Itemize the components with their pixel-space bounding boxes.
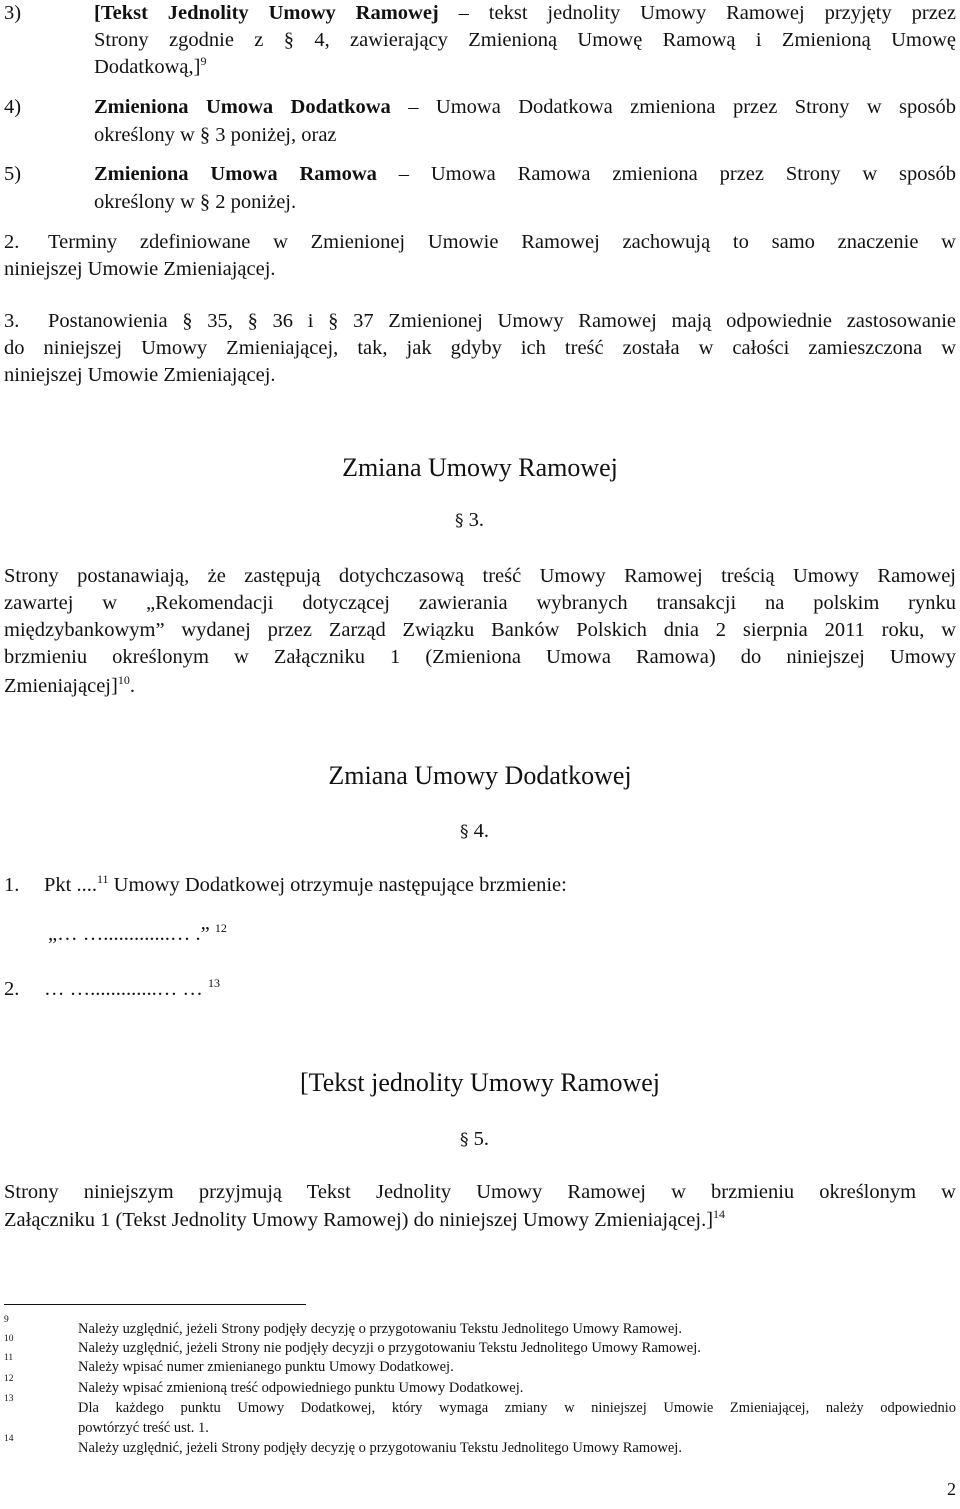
section-heading: [Tekst jednolity Umowy Ramowej [300, 1068, 660, 1097]
defined-term: Zmieniona Umowa Ramowa [94, 163, 377, 185]
paragraph-line: do niniejszej Umowy Zmieniającej, tak, jak gdyby ich treść została w całości zamieszczona w [4, 337, 956, 359]
list-item-line: Strony zgodnie z § 4, zawierający Zmienioną Umowę Ramową i Zmienioną Umowę [94, 29, 956, 51]
paragraph-2 [0, 229, 960, 289]
footnote-text: Należy wpisać zmienioną treść odpowiedniego punktu Umowy Dodatkowej. [78, 1380, 524, 1396]
list-item-4 [0, 94, 960, 154]
list-item-number: 4) [4, 96, 22, 118]
section-body-line: brzmieniu określonym w Załączniku 1 (Zmieniona Umowa Ramowa) do niniejszej Umowy [4, 646, 956, 668]
list-item-number: 5) [4, 163, 22, 185]
list-item-3 [0, 0, 960, 90]
footnote-text: Należy uzględnić, jeżeli Strony nie podjęły decyzji o przygotowaniu Tekstu Jednolitego Umowy Ramowej. [78, 1340, 701, 1356]
footnote-text: Należy uzględnić, jeżeli Strony podjęły decyzję o przygotowaniu Tekstu Jednolitego Umowy Ramowej. [78, 1440, 682, 1456]
paragraph-3 [0, 308, 960, 392]
section-body-line: Strony postanawiają, że zastępują dotychczasową treść Umowy Ramowej treścią Umowy Ramowej [4, 565, 956, 587]
section-sign-icon: § [460, 1130, 469, 1150]
section-sign-icon: § [455, 511, 464, 531]
section-sign-icon: § [460, 822, 469, 842]
section-body-line: Strony niniejszym przyjmują Tekst Jednolity Umowy Ramowej w brzmieniu określonym w [4, 1181, 956, 1203]
section-number: § 3. [455, 509, 484, 531]
footnote-text: Należy uzględnić, jeżeli Strony podjęły decyzję o przygotowaniu Tekstu Jednolitego Umowy Ramowej. [78, 1321, 682, 1337]
footnote-number: 11 [4, 1353, 14, 1363]
footnote-ref[interactable]: 11 [96, 872, 109, 887]
section-body-line: Załączniku 1 (Tekst Jednolity Umowy Ramowej) do niniejszej Umowy Zmieniającej.]$^{14}$ [4, 1207, 726, 1231]
paragraph-number: 2. [4, 231, 20, 253]
item-1: 1. Pkt ....$^{11}$ Umowy Dodatkowej otrzymuje następujące brzmienie: [4, 872, 904, 899]
list-item-line: określony w § 2 poniżej. [94, 191, 297, 213]
footnote-number: 14 [4, 1434, 14, 1444]
quoted-text: „… ….............… .” $^{12}$ [48, 921, 227, 945]
footnote-text: Należy wpisać numer zmienianego punktu Umowy Dodatkowej. [78, 1359, 454, 1375]
footnote-ref[interactable]: 13 [208, 976, 220, 991]
page-number: 2 [947, 1479, 956, 1499]
footnote-text: powtórzyć treść ust. 1. [78, 1420, 209, 1436]
footnote-ref[interactable]: 10 [117, 673, 130, 688]
list-item-line: Zmieniona Umowa Ramowa – Umowa Ramowa zmieniona przez Strony w sposób [94, 163, 957, 185]
paragraph-line: Terminy zdefiniowane w Zmienionej Umowie Ramowej zachowują to samo znaczenie w [48, 231, 956, 253]
section-body-line: Zmieniającej]$^{10}$. [4, 673, 135, 697]
section-body-line: zawartej w „Rekomendacji dotyczącej zawierania wybranych transakcji na polskim rynku [4, 592, 956, 614]
footnote-number: 12 [4, 1374, 14, 1384]
section-heading: Zmiana Umowy Dodatkowej [328, 761, 632, 790]
section-number: § 4. [460, 820, 489, 842]
footnote-number: 10 [4, 1334, 14, 1344]
footnote-ref[interactable]: 9 [200, 54, 207, 69]
footnote-text: Dla każdego punktu Umowy Dodatkowej, który wymaga zmiany w niniejszej Umowie Zmieniającej, należy odpowiednio [78, 1400, 956, 1416]
paragraph-number: 3. [4, 310, 20, 332]
footnote-number: 9 [4, 1315, 9, 1325]
defined-term: [Tekst Jednolity Umowy Ramowej [94, 2, 439, 24]
footnote-number: 13 [4, 1394, 14, 1404]
footnote-separator [4, 1304, 306, 1305]
item-2: 2. … ….............… … $^{13}$ [4, 976, 604, 1003]
paragraph-line: Postanowienia § 35, § 36 i § 37 Zmienionej Umowy Ramowej mają odpowiednie zastosowanie [48, 310, 956, 332]
footnote-ref[interactable]: 14 [713, 1207, 726, 1222]
footnote-ref[interactable]: 12 [214, 921, 227, 936]
paragraph-line: niniejszej Umowie Zmieniającej. [4, 258, 276, 280]
list-item-line: Dodatkową,]$^9$ [94, 54, 207, 78]
section-heading: Zmiana Umowy Ramowej [342, 453, 618, 482]
section-body-line: międzybankowym” wydanej przez Zarząd Związku Banków Polskich dnia 2 sierpnia 2011 roku, w [4, 619, 956, 641]
list-item-line: [Tekst Jednolity Umowy Ramowej – tekst jednolity Umowy Ramowej przyjęty przez [94, 2, 957, 24]
item-number: 2. [4, 978, 20, 1000]
paragraph-line: niniejszej Umowie Zmieniającej. [4, 364, 276, 386]
item-number: 1. [4, 874, 20, 896]
section-number: § 5. [460, 1128, 489, 1150]
list-item-5 [0, 161, 960, 221]
defined-term: Zmieniona Umowa Dodatkowa [94, 96, 391, 118]
list-item-number: 3) [4, 2, 22, 24]
list-item-line: Zmieniona Umowa Dodatkowa – Umowa Dodatkowa zmieniona przez Strony w sposób [94, 96, 957, 118]
list-item-line: określony w § 3 poniżej, oraz [94, 124, 337, 146]
